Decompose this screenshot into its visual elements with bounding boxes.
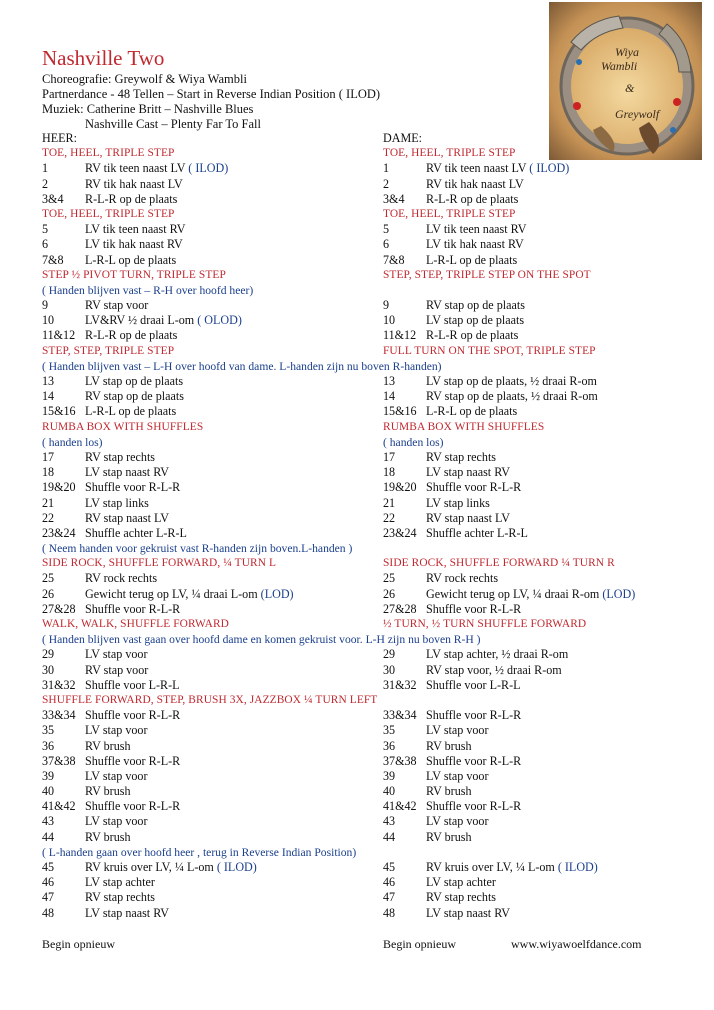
step-description: RV kruis over LV, ¼ L-om: [426, 860, 555, 874]
step-description: Shuffle voor R-L-R: [85, 799, 181, 814]
spacer: [383, 541, 635, 556]
step-description: RV stap op de plaats: [85, 389, 184, 404]
step-row: [383, 328, 635, 343]
step-row: [383, 313, 635, 328]
step-description: RV stap naast LV: [426, 510, 511, 525]
step-row: [383, 177, 635, 192]
step-count: 13: [383, 374, 396, 388]
music-line: Muziek: Catherine Britt – Nashville Blues: [42, 102, 254, 116]
direction-note: (LOD): [260, 586, 294, 601]
step-row: [383, 374, 635, 389]
step-description: L-R-L op de plaats: [85, 252, 177, 267]
step-row: [383, 237, 635, 252]
step-count: 25: [383, 571, 396, 586]
step-description: Shuffle voor L-R-L: [85, 677, 180, 692]
step-count: 3&4: [42, 191, 64, 206]
step-description: LV&RV ½ draai L-om: [85, 313, 195, 328]
step-description: LV stap voor: [426, 768, 489, 783]
direction-note: ( ILOD): [188, 161, 229, 176]
step-count: 18: [383, 465, 396, 480]
step-count: 30: [383, 662, 396, 677]
step-count: 17: [383, 449, 396, 464]
step-description: RV tik teen naast LV: [85, 161, 186, 176]
step-row: [383, 465, 635, 480]
step-row: [383, 860, 635, 875]
step-count: 19&20: [383, 480, 417, 495]
step-row: [383, 511, 635, 526]
step-row: [383, 587, 635, 602]
step-description: Shuffle achter L-R-L: [85, 525, 187, 540]
step-description: Shuffle voor L-R-L: [426, 677, 521, 692]
step-count: 45: [42, 860, 55, 874]
step-row: [383, 769, 635, 784]
step-count: 21: [42, 495, 55, 510]
step-description: RV rock rechts: [426, 571, 499, 586]
step-count: 9: [42, 298, 49, 313]
spacer: [383, 283, 635, 298]
step-description: RV brush: [85, 738, 131, 753]
step-count: 17: [42, 449, 55, 464]
step-description: RV tik hak naast LV: [426, 176, 524, 191]
step-count: 33&34: [383, 708, 417, 723]
hand-note: ( Handen blijven vast – L-H over hoofd van dame. L-handen zijn nu boven R-handen): [42, 359, 442, 373]
partnerdance-line: Partnerdance - 48 Tellen – Start in Reverse Indian Position ( ILOD): [42, 87, 381, 101]
step-count: 36: [42, 738, 55, 753]
step-row: [383, 480, 635, 495]
step-count: 36: [383, 738, 396, 753]
step-description: Shuffle voor R-L-R: [85, 708, 181, 723]
direction-note: ( ILOD): [216, 860, 257, 874]
step-description: Shuffle achter L-R-L: [426, 525, 528, 540]
step-description: RV stap voor, ½ draai R-om: [426, 662, 562, 677]
step-description: LV stap op de plaats: [85, 374, 184, 388]
heer-footer: Begin opnieuw: [42, 937, 115, 951]
step-description: RV stap op de plaats, ½ draai R-om: [426, 389, 598, 404]
step-count: 26: [42, 586, 55, 601]
step-count: 37&38: [42, 753, 76, 768]
step-row: [383, 404, 635, 419]
step-description: R-L-R op de plaats: [85, 328, 178, 343]
step-row: [383, 389, 635, 404]
heer-heading: HEER:: [42, 131, 77, 145]
section-heading: TOE, HEEL, TRIPLE STEP: [383, 207, 516, 220]
step-description: LV stap links: [85, 495, 149, 510]
step-count: 10: [42, 313, 55, 328]
step-description: RV brush: [85, 784, 131, 799]
step-row: [383, 647, 635, 662]
step-row: [383, 298, 635, 313]
hand-note: ( handen los): [42, 435, 103, 449]
step-count: 40: [383, 784, 396, 799]
dame-footer: Begin opnieuw: [383, 937, 456, 951]
step-description: Shuffle voor R-L-R: [426, 708, 522, 723]
step-count: 2: [42, 176, 49, 191]
step-row: [383, 526, 635, 541]
step-count: 41&42: [42, 799, 76, 814]
step-count: 48: [42, 905, 55, 920]
step-row: [383, 799, 635, 814]
step-count: 44: [383, 829, 396, 844]
step-count: 45: [383, 860, 396, 874]
step-row: [383, 754, 635, 769]
step-count: 47: [383, 890, 396, 905]
section-heading: STEP, STEP, TRIPLE STEP: [42, 344, 175, 357]
logo-text-2: Wambli: [601, 59, 638, 73]
step-description: LV stap voor: [85, 814, 148, 829]
hand-note: ( L-handen gaan over hoofd heer , terug in Reverse Indian Position): [42, 845, 357, 859]
step-count: 25: [42, 571, 55, 586]
step-row: [383, 663, 635, 678]
spacer: [383, 845, 635, 860]
dame-column: [383, 131, 635, 921]
section-heading: RUMBA BOX WITH SHUFFLES: [383, 420, 545, 433]
section-heading: STEP, STEP, TRIPLE STEP ON THE SPOT: [383, 268, 591, 281]
step-description: RV kruis over LV, ¼ L-om: [85, 860, 214, 874]
step-description: RV stap op de plaats: [426, 298, 525, 313]
step-count: 44: [42, 829, 55, 844]
step-count: 14: [42, 389, 55, 404]
step-description: RV brush: [426, 829, 472, 844]
step-description: LV stap op de plaats: [426, 313, 525, 328]
step-row: [383, 814, 635, 829]
step-description: LV stap links: [426, 495, 490, 510]
section-heading: RUMBA BOX WITH SHUFFLES: [42, 420, 204, 433]
step-description: Shuffle voor R-L-R: [426, 799, 522, 814]
hand-note: ( Handen blijven vast – R-H over hoofd heer): [42, 283, 254, 297]
step-count: 1: [42, 161, 49, 176]
step-count: 11&12: [42, 328, 76, 343]
section-heading: SHUFFLE FORWARD, STEP, BRUSH 3X, JAZZBOX ¼ TURN LEFT: [42, 693, 378, 706]
step-description: Shuffle voor R-L-R: [85, 480, 181, 495]
step-description: LV stap achter, ½ draai R-om: [426, 647, 569, 662]
step-description: RV stap rechts: [85, 449, 156, 464]
section-heading: STEP ½ PIVOT TURN, TRIPLE STEP: [42, 268, 226, 281]
step-description: LV stap voor: [85, 768, 148, 783]
step-count: 6: [42, 237, 49, 252]
step-description: RV stap rechts: [426, 449, 497, 464]
section-heading: FULL TURN ON THE SPOT, TRIPLE STEP: [383, 344, 596, 357]
step-count: 2: [383, 176, 390, 191]
step-count: 35: [42, 723, 55, 738]
step-row: [383, 161, 635, 176]
step-description: LV stap naast RV: [85, 905, 170, 920]
direction-note: ( ILOD): [529, 161, 570, 176]
step-description: LV stap op de plaats, ½ draai R-om: [426, 374, 597, 388]
step-count: 5: [42, 222, 49, 237]
step-row: [383, 784, 635, 799]
step-description: Shuffle voor R-L-R: [426, 480, 522, 495]
step-count: 21: [383, 495, 396, 510]
step-description: L-R-L op de plaats: [426, 404, 518, 419]
direction-note: ( OLOD): [197, 313, 242, 328]
step-count: 46: [383, 875, 396, 890]
step-description: LV stap voor: [426, 723, 489, 738]
step-count: 43: [383, 814, 396, 829]
step-description: RV tik teen naast LV: [426, 161, 527, 176]
step-count: 22: [383, 510, 396, 525]
step-count: 18: [42, 465, 55, 480]
step-count: 39: [42, 768, 55, 783]
section-heading: WALK, WALK, SHUFFLE FORWARD: [42, 618, 229, 630]
step-count: 39: [383, 768, 396, 783]
step-description: Gewicht terug op LV, ¼ draai R-om: [426, 586, 600, 601]
logo-text-4: Greywolf: [615, 107, 660, 121]
step-row: [383, 890, 635, 905]
section-heading: TOE, HEEL, TRIPLE STEP: [383, 147, 516, 160]
step-count: 9: [383, 298, 390, 313]
logo-text-1: Wiya: [615, 45, 639, 59]
step-count: 33&34: [42, 708, 76, 723]
dame-heading: DAME:: [383, 131, 422, 145]
step-row: [383, 830, 635, 845]
step-count: 26: [383, 586, 396, 601]
step-description: LV stap voor: [426, 814, 489, 829]
step-description: RV stap naast LV: [85, 510, 170, 525]
step-description: R-L-R op de plaats: [85, 191, 178, 206]
step-row: [383, 571, 635, 586]
step-description: Shuffle voor R-L-R: [85, 753, 181, 768]
step-row: [383, 708, 635, 723]
step-count: 19&20: [42, 480, 76, 495]
spacer: [383, 693, 635, 708]
step-description: RV rock rechts: [85, 571, 158, 586]
step-description: RV brush: [426, 738, 472, 753]
website-link[interactable]: www.wiyawoelfdance.com: [511, 937, 642, 951]
step-row: [383, 450, 635, 465]
section-heading: TOE, HEEL, TRIPLE STEP: [42, 207, 175, 220]
step-description: LV stap achter: [426, 875, 496, 890]
step-count: 15&16: [42, 404, 76, 419]
step-description: RV tik hak naast LV: [85, 176, 183, 191]
step-count: 11&12: [383, 328, 417, 343]
step-count: 3&4: [383, 191, 405, 206]
step-description: RV brush: [426, 784, 472, 799]
step-description: RV stap voor: [85, 662, 149, 677]
step-row: [383, 875, 635, 890]
step-count: 48: [383, 905, 396, 920]
step-description: LV stap naast RV: [426, 905, 511, 920]
step-count: 40: [42, 784, 55, 799]
step-count: 15&16: [383, 404, 417, 419]
step-count: 43: [42, 814, 55, 829]
step-count: 23&24: [42, 525, 76, 540]
step-row: [383, 723, 635, 738]
step-count: 7&8: [42, 252, 64, 267]
step-description: LV stap voor: [85, 647, 148, 662]
step-description: R-L-R op de plaats: [426, 328, 519, 343]
section-heading: ½ TURN, ½ TURN SHUFFLE FORWARD: [383, 618, 587, 630]
step-count: 6: [383, 237, 390, 252]
step-description: RV stap rechts: [85, 890, 156, 905]
step-description: LV stap naast RV: [85, 465, 170, 480]
step-description: Shuffle voor R-L-R: [426, 753, 522, 768]
step-description: RV brush: [85, 829, 131, 844]
step-count: 30: [42, 662, 55, 677]
step-description: L-R-L op de plaats: [85, 404, 177, 419]
step-description: RV stap voor: [85, 298, 149, 313]
step-description: LV tik hak naast RV: [426, 237, 524, 252]
step-description: Shuffle voor R-L-R: [85, 601, 181, 616]
step-count: 23&24: [383, 525, 417, 540]
section-heading: SIDE ROCK, SHUFFLE FORWARD, ¼ TURN L: [42, 557, 277, 570]
step-row: [383, 496, 635, 511]
hand-note: ( Handen blijven vast gaan over hoofd dame en komen gekruist voor. L-H zijn nu boven R-H ): [42, 633, 481, 647]
step-count: 31&32: [42, 677, 76, 692]
step-description: LV stap voor: [85, 723, 148, 738]
step-count: 1: [383, 161, 390, 176]
direction-note: (LOD): [602, 586, 636, 601]
page-title: Nashville Two: [42, 46, 165, 70]
step-count: 7&8: [383, 252, 405, 267]
step-count: 46: [42, 875, 55, 890]
step-description: Gewicht terug op LV, ¼ draai L-om: [85, 586, 258, 601]
step-count: 27&28: [42, 601, 76, 616]
hand-note: ( Neem handen voor gekruist vast R-handen zijn boven.L-handen ): [42, 542, 353, 556]
step-row: [383, 602, 635, 617]
step-row: [383, 906, 635, 921]
logo-text-3: &: [625, 81, 635, 95]
music-line-2: Nashville Cast – Plenty Far To Fall: [85, 117, 261, 131]
step-row: [383, 253, 635, 268]
step-description: Shuffle voor R-L-R: [426, 601, 522, 616]
step-row: [383, 192, 635, 207]
section-heading: TOE, HEEL, TRIPLE STEP: [42, 147, 175, 160]
step-description: LV tik teen naast RV: [426, 222, 527, 237]
step-count: 31&32: [383, 677, 417, 692]
step-description: L-R-L op de plaats: [426, 252, 518, 267]
step-count: 29: [383, 647, 396, 662]
direction-note: ( ILOD): [557, 860, 598, 874]
step-description: LV stap achter: [85, 875, 155, 890]
step-count: 13: [42, 374, 55, 388]
step-count: 35: [383, 723, 396, 738]
step-count: 27&28: [383, 601, 417, 616]
spacer: [383, 632, 635, 647]
step-count: 37&38: [383, 753, 417, 768]
step-count: 10: [383, 313, 396, 328]
step-count: 41&42: [383, 799, 417, 814]
choreography-line: Choreografie: Greywolf & Wiya Wambli: [42, 72, 247, 86]
step-count: 47: [42, 890, 55, 905]
hand-note: ( handen los): [383, 435, 444, 449]
step-description: R-L-R op de plaats: [426, 191, 519, 206]
step-row: [383, 678, 635, 693]
step-count: 14: [383, 389, 396, 404]
step-description: LV tik teen naast RV: [85, 222, 186, 237]
spacer: [383, 359, 635, 374]
step-count: 29: [42, 647, 55, 662]
step-count: 5: [383, 222, 390, 237]
step-row: [383, 739, 635, 754]
step-description: LV tik hak naast RV: [85, 237, 183, 252]
step-description: RV stap rechts: [426, 890, 497, 905]
step-count: 22: [42, 510, 55, 525]
step-description: LV stap naast RV: [426, 465, 511, 480]
section-heading: SIDE ROCK, SHUFFLE FORWARD ¼ TURN R: [383, 557, 615, 570]
step-row: [383, 222, 635, 237]
